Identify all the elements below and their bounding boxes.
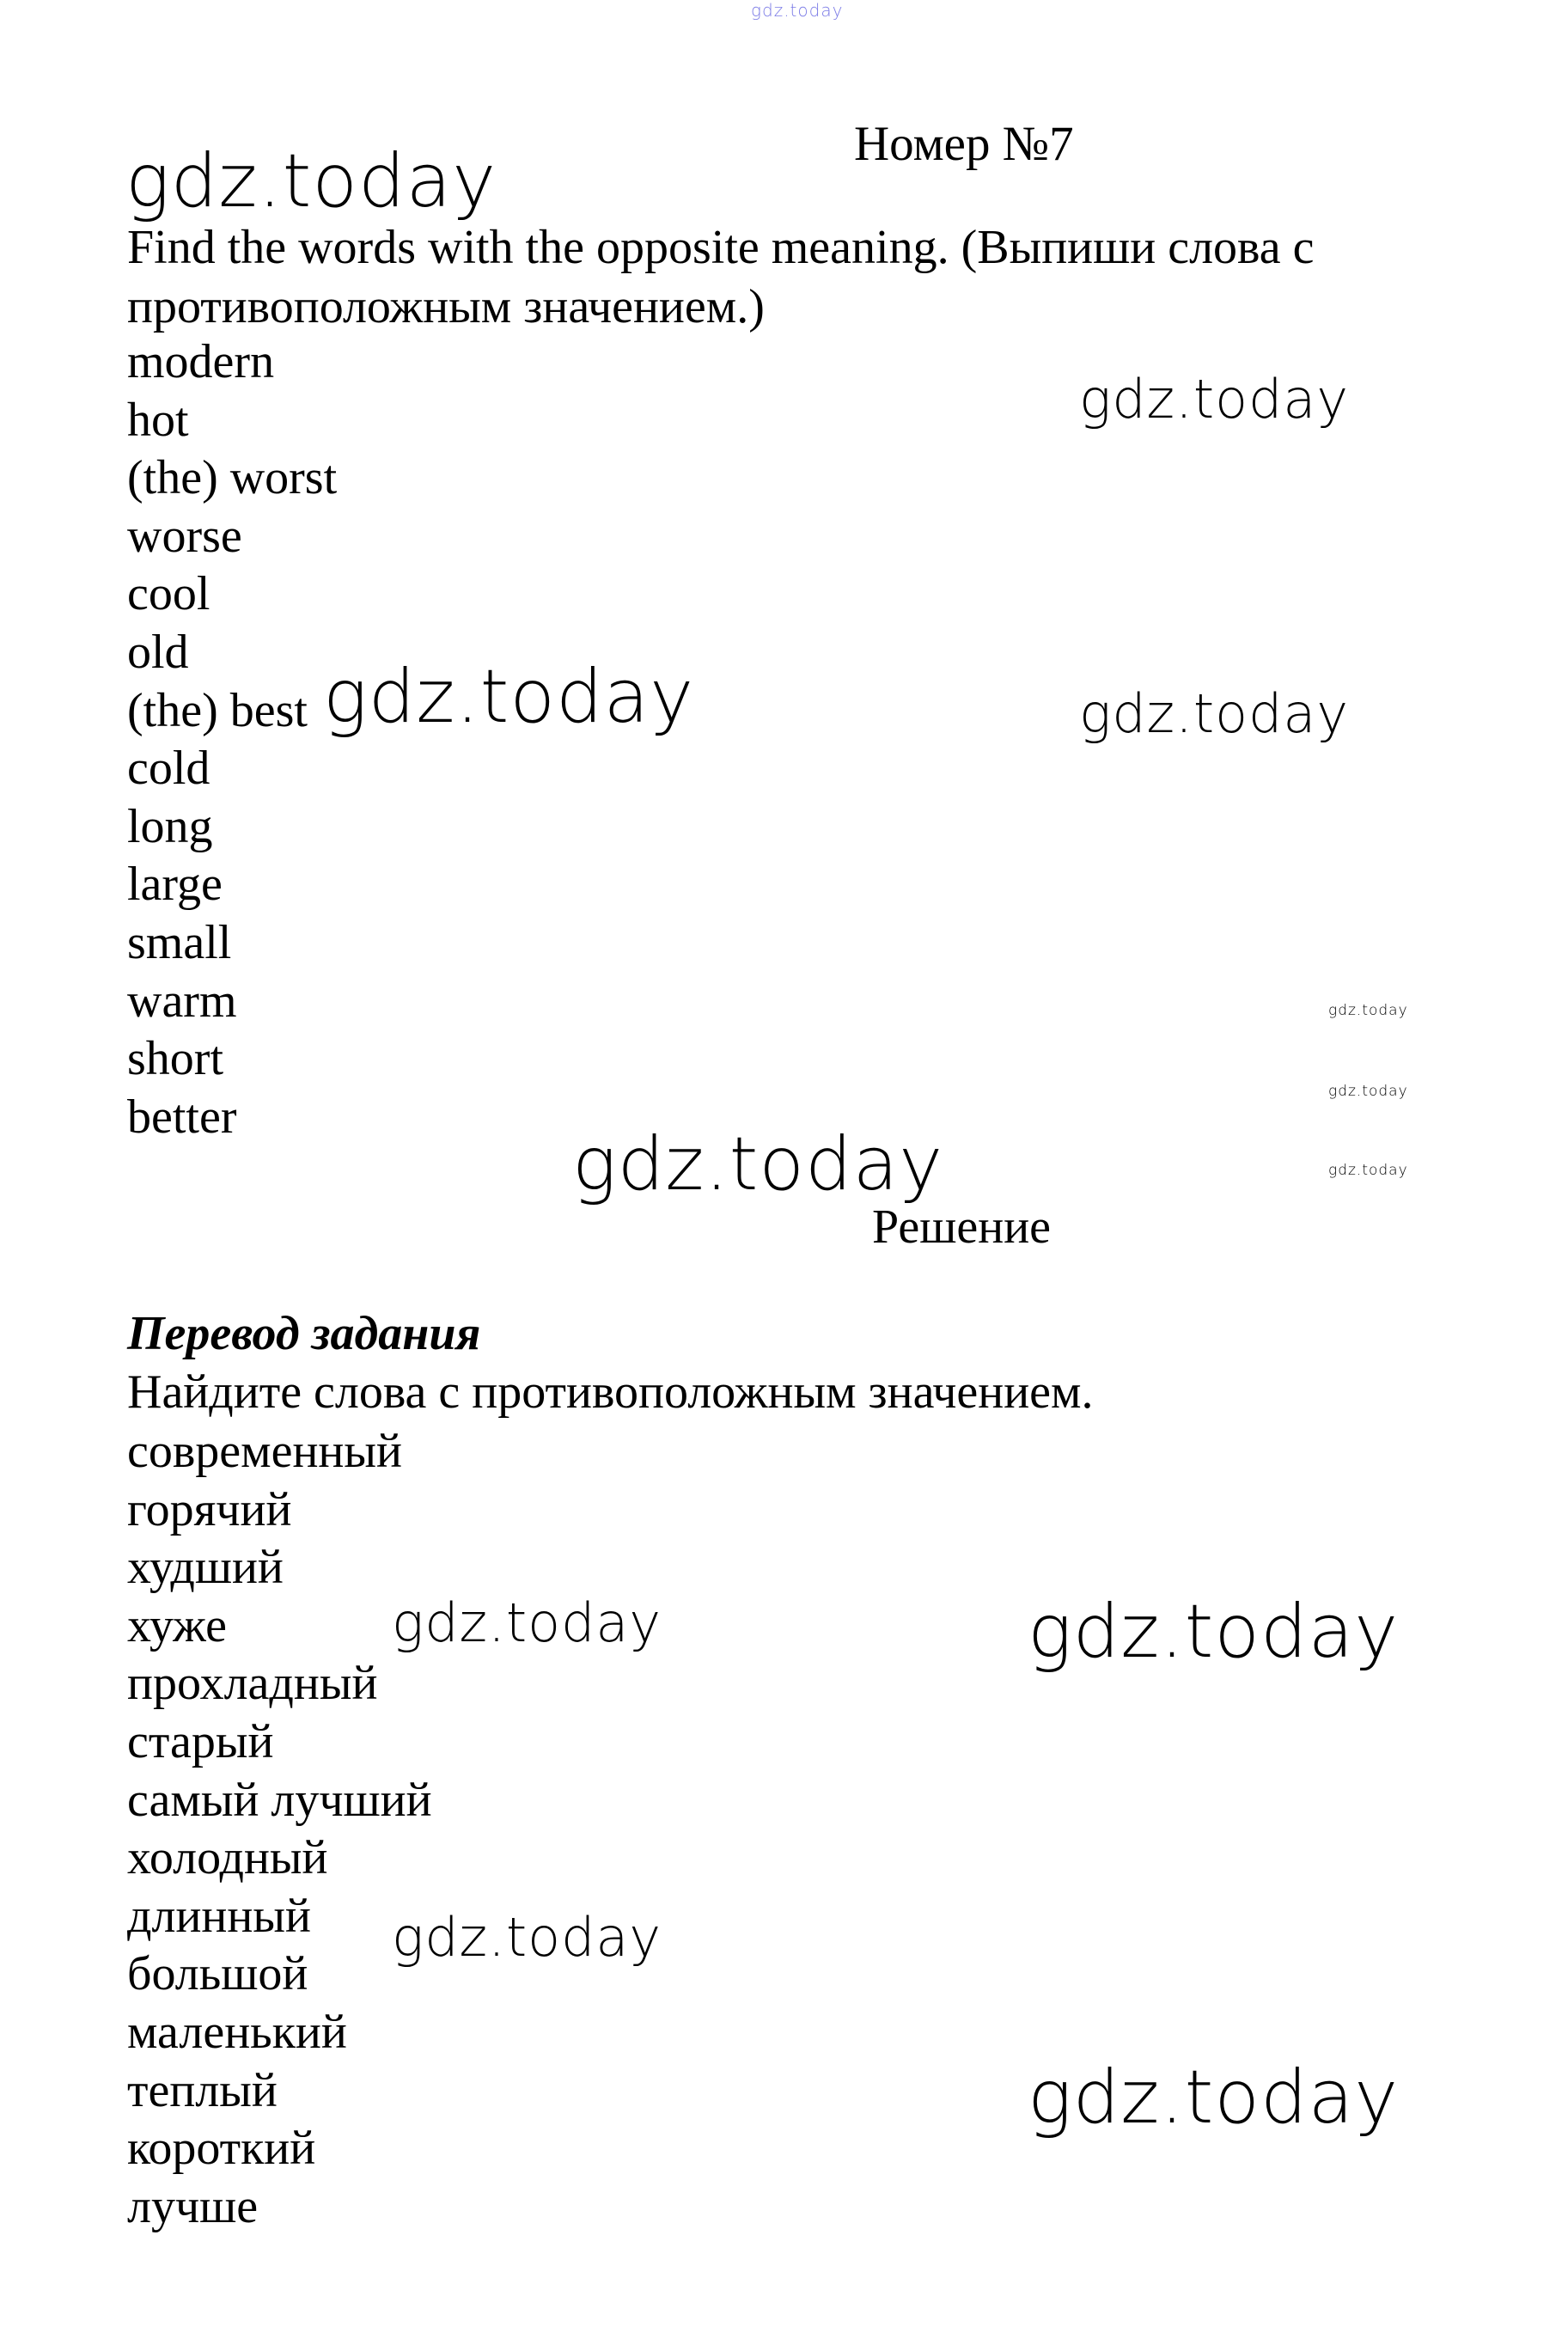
watermark-large: gdz.today <box>572 1121 944 1207</box>
list-item: теплый <box>127 2063 278 2117</box>
list-item: прохладный <box>127 1657 378 1711</box>
list-item: худший <box>127 1541 284 1595</box>
list-item: better <box>127 1090 237 1144</box>
list-item: большой <box>127 1947 308 2001</box>
watermark-medium: gdz.today <box>392 1906 662 1969</box>
watermark-small: gdz.today <box>1328 1002 1408 1019</box>
watermark-medium: gdz.today <box>1079 682 1350 745</box>
russian-word-list <box>127 1423 432 2236</box>
task-instruction: Find the words with the opposite meaning. (Выпиши слова с противоположным значением.) <box>127 221 1315 333</box>
list-item: длинный <box>127 1889 311 1943</box>
list-item: хуже <box>127 1598 227 1652</box>
list-item: холодный <box>127 1831 328 1885</box>
solution-label: Решение <box>872 1200 1052 1254</box>
list-item: (the) best <box>127 683 308 737</box>
list-item: warm <box>127 974 237 1028</box>
page-title: Номер №7 <box>854 117 1074 171</box>
watermark-medium: gdz.today <box>1079 368 1350 431</box>
watermark-small: gdz.today <box>1328 1083 1408 1100</box>
list-item: hot <box>127 393 189 447</box>
watermark-large: gdz.today <box>1028 1589 1400 1675</box>
translation-text: Найдите слова с противоположным значением. <box>127 1365 1094 1419</box>
list-item: горячий <box>127 1482 292 1536</box>
list-item: worse <box>127 509 242 563</box>
english-word-list <box>127 333 337 1146</box>
list-item: modern <box>127 335 275 388</box>
list-item: short <box>127 1032 223 1086</box>
watermark-top: gdz.today <box>751 0 844 21</box>
list-item: old <box>127 625 189 679</box>
watermark-medium: gdz.today <box>392 1591 662 1654</box>
list-item: large <box>127 858 223 912</box>
list-item: самый лучший <box>127 1773 432 1827</box>
list-item: long <box>127 799 213 853</box>
list-item: современный <box>127 1425 402 1478</box>
list-item: старый <box>127 1714 274 1768</box>
list-item: cool <box>127 567 210 621</box>
watermark-large: gdz.today <box>323 654 695 740</box>
list-item: маленький <box>127 2005 347 2059</box>
list-item: cold <box>127 742 210 796</box>
watermark-large: gdz.today <box>125 138 497 224</box>
list-item: small <box>127 915 232 969</box>
watermark-small: gdz.today <box>1328 1162 1408 1179</box>
watermark-large: gdz.today <box>1028 2055 1400 2141</box>
translation-heading: Перевод задания <box>127 1307 481 1360</box>
list-item: короткий <box>127 2122 316 2176</box>
list-item: (the) worst <box>127 451 338 505</box>
list-item: лучше <box>127 2179 259 2233</box>
